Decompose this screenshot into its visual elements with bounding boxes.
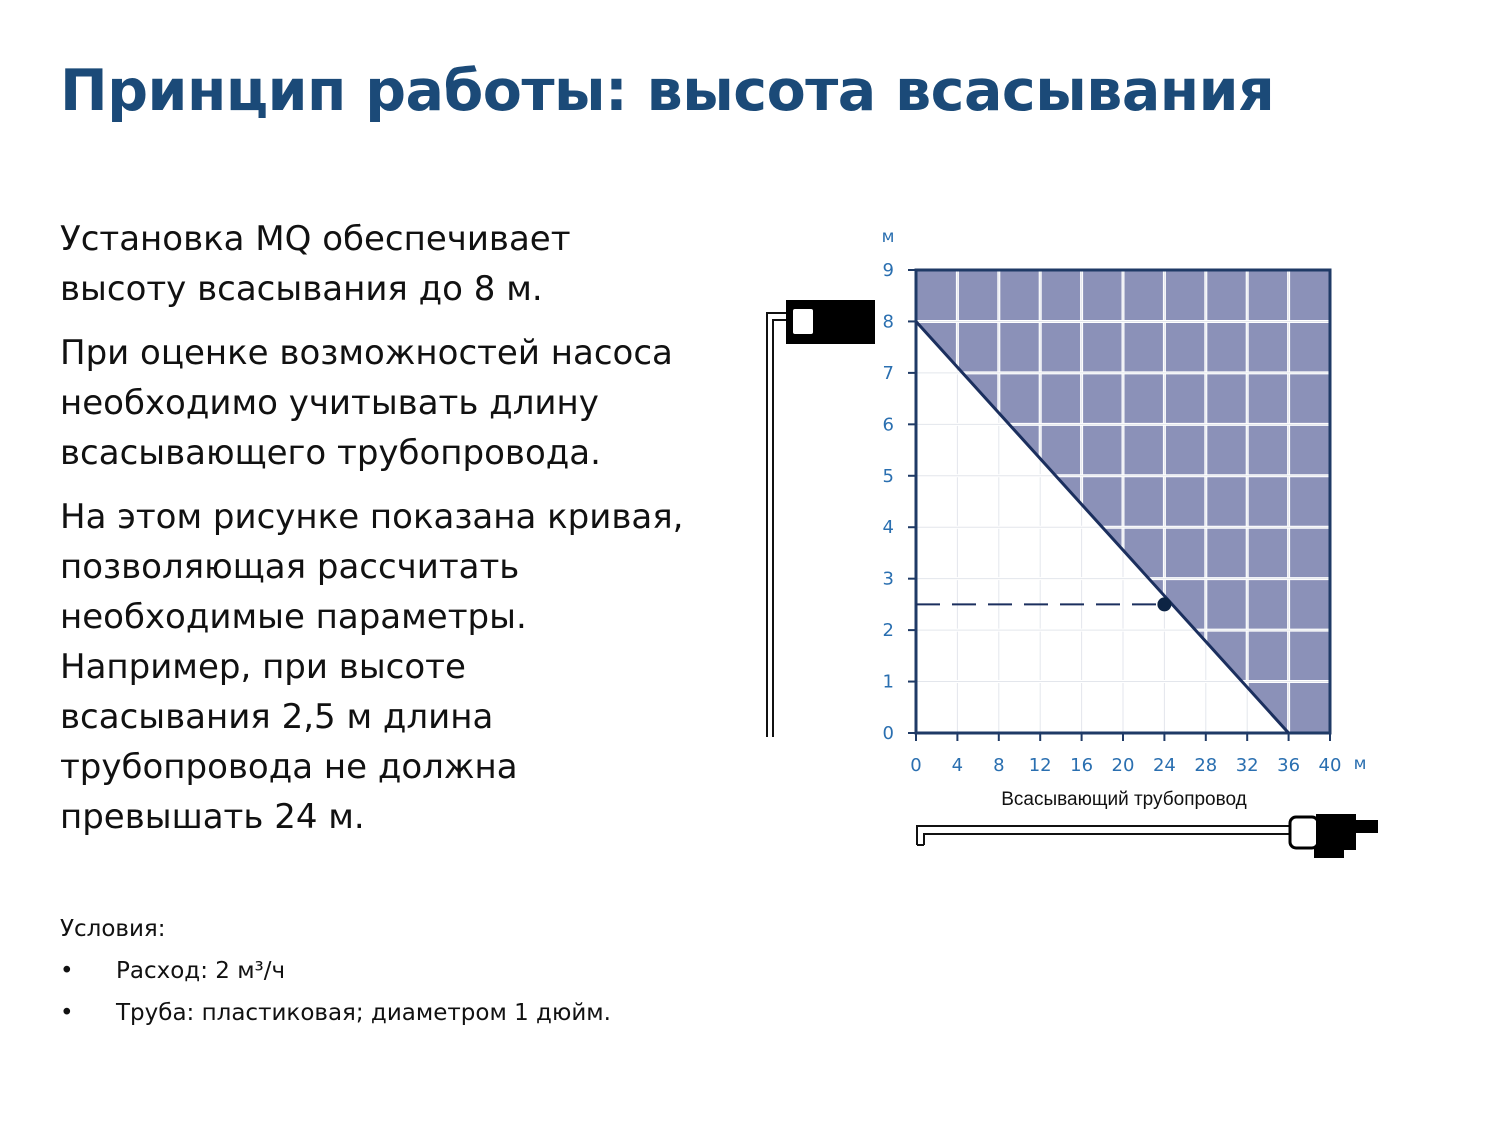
data-marker [1157, 597, 1171, 611]
y-tick-label: 0 [882, 723, 894, 744]
y-tick-label: 7 [882, 362, 894, 384]
x-tick-label: 40 [1318, 755, 1342, 776]
y-tick-label: 6 [882, 414, 894, 436]
x-tick-label: 32 [1235, 755, 1259, 776]
x-tick-label: 12 [1028, 755, 1052, 776]
y-tick-label: 2 [882, 620, 894, 642]
y-tick-label: 5 [882, 465, 894, 487]
x-axis-label: Всасывающий трубопровод [1001, 789, 1247, 810]
y-tick-label: 8 [882, 311, 894, 333]
x-tick-label: 20 [1111, 755, 1135, 776]
x-unit-label: м [1353, 754, 1367, 774]
paragraph-line: высоту всасывания до 8 м. [60, 269, 543, 309]
paragraph-line: необходимо учитывать длину [60, 383, 599, 423]
y-tick-label: 4 [882, 517, 894, 539]
paragraph-line: Установка MQ обеспечивает [60, 219, 571, 259]
paragraph-line: трубопровода не должна [60, 747, 518, 787]
vertical-pump-icon [767, 300, 875, 737]
paragraph-line: Например, при высоте [60, 647, 466, 687]
x-tick-label: 4 [951, 755, 964, 776]
x-tick-label: 28 [1194, 755, 1218, 776]
paragraph-line: всасывания 2,5 м длина [60, 697, 494, 737]
y-tick-label: 3 [882, 568, 894, 590]
paragraph-line: всасывающего трубопровода. [60, 433, 601, 473]
condition-item: • Расход: 2 м³/ч [60, 950, 611, 992]
paragraph-line: позволяющая рассчитать [60, 547, 520, 587]
paragraph-line: На этом рисунке показана кривая, [60, 497, 684, 537]
x-tick-label: 8 [993, 755, 1005, 776]
paragraph-line: необходимые параметры. [60, 597, 527, 637]
x-tick-label: 36 [1277, 755, 1301, 776]
y-tick-label: 9 [882, 260, 894, 281]
x-tick-label: 24 [1152, 755, 1176, 776]
paragraph-line: превышать 24 м. [60, 797, 365, 837]
condition-item: • Труба: пластиковая; диаметром 1 дюйм. [60, 992, 611, 1034]
x-tick-label: 0 [910, 755, 922, 776]
horizontal-pump-icon [917, 814, 1378, 858]
slide-title: Принцип работы: высота всасывания [60, 58, 1275, 124]
x-tick-label: 16 [1070, 755, 1094, 776]
conditions-title: Условия: [60, 916, 166, 942]
paragraph-line: При оценке возможностей насоса [60, 333, 673, 373]
y-unit-label: м [881, 227, 895, 247]
y-tick-label: 1 [882, 671, 894, 693]
